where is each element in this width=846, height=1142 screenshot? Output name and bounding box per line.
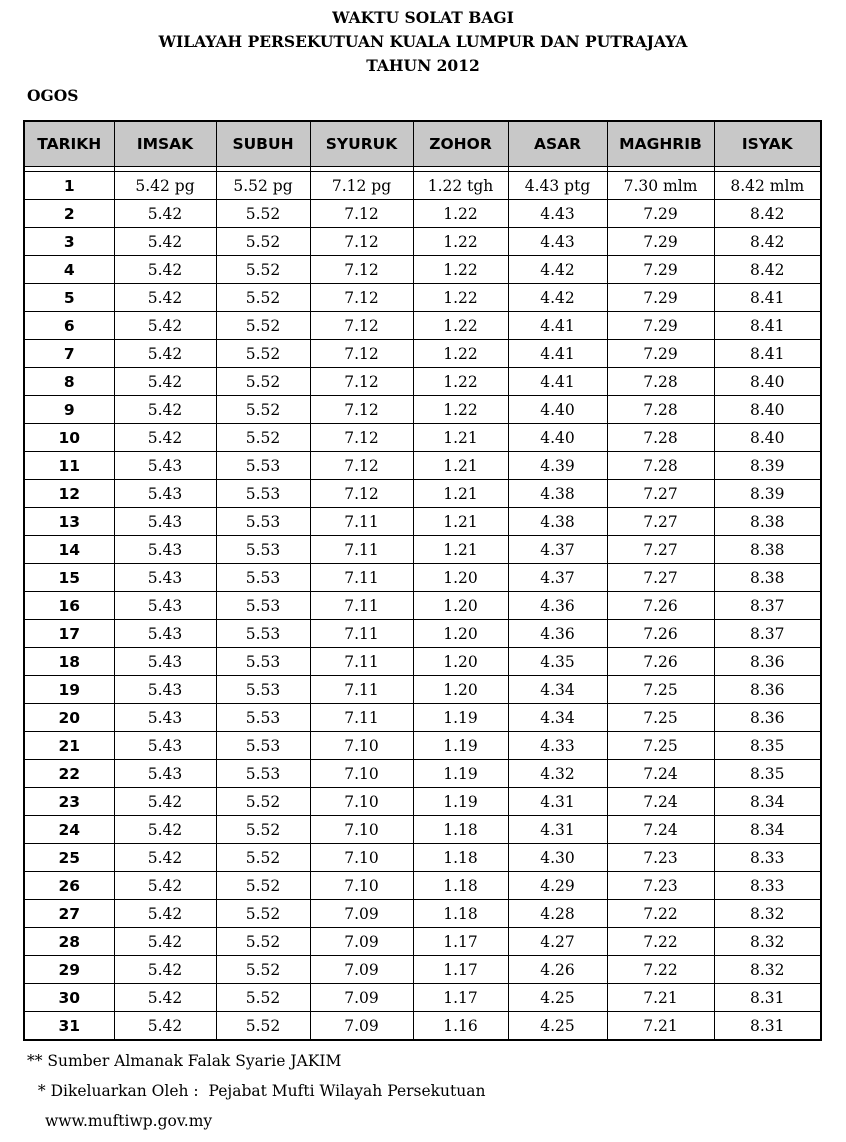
col-header-asar: ASAR [508,121,607,167]
time-cell-maghrib: 7.21 [607,984,714,1012]
time-cell-imsak: 5.42 [114,788,216,816]
table-row [24,564,821,592]
time-cell-isyak: 8.32 [714,928,821,956]
time-cell-subuh: 5.53 [216,704,310,732]
time-cell-isyak: 8.42 mlm [714,172,821,200]
time-cell-isyak: 8.38 [714,508,821,536]
time-cell-syuruk: 7.12 [310,256,413,284]
time-cell-asar: 4.41 [508,312,607,340]
time-cell-zohor: 1.22 [413,228,508,256]
time-cell-isyak: 8.41 [714,312,821,340]
table-row [24,368,821,396]
time-cell-asar: 4.39 [508,452,607,480]
time-cell-maghrib: 7.24 [607,788,714,816]
time-cell-asar: 4.43 ptg [508,172,607,200]
table-row [24,816,821,844]
table-row [24,256,821,284]
time-cell-syuruk: 7.11 [310,676,413,704]
time-cell-maghrib: 7.28 [607,452,714,480]
time-cell-asar: 4.38 [508,508,607,536]
time-cell-maghrib: 7.27 [607,564,714,592]
time-cell-syuruk: 7.10 [310,872,413,900]
date-cell: 11 [24,452,114,480]
time-cell-subuh: 5.53 [216,732,310,760]
time-cell-asar: 4.34 [508,676,607,704]
time-cell-maghrib: 7.29 [607,256,714,284]
time-cell-syuruk: 7.12 pg [310,172,413,200]
time-cell-maghrib: 7.26 [607,620,714,648]
time-cell-maghrib: 7.25 [607,676,714,704]
time-cell-syuruk: 7.11 [310,508,413,536]
time-cell-syuruk: 7.12 [310,396,413,424]
table-row [24,760,821,788]
time-cell-maghrib: 7.23 [607,872,714,900]
time-cell-asar: 4.40 [508,424,607,452]
time-cell-zohor: 1.21 [413,424,508,452]
table-row [24,312,821,340]
time-cell-asar: 4.41 [508,368,607,396]
time-cell-imsak: 5.43 [114,480,216,508]
date-cell: 28 [24,928,114,956]
time-cell-asar: 4.26 [508,956,607,984]
table-row [24,704,821,732]
table-body [24,167,821,1041]
time-cell-zohor: 1.21 [413,508,508,536]
time-cell-maghrib: 7.28 [607,368,714,396]
time-cell-zohor: 1.18 [413,844,508,872]
col-header-zohor: ZOHOR [413,121,508,167]
date-cell: 16 [24,592,114,620]
time-cell-zohor: 1.22 [413,284,508,312]
time-cell-subuh: 5.52 [216,256,310,284]
date-cell: 1 [24,172,114,200]
date-cell: 5 [24,284,114,312]
time-cell-syuruk: 7.10 [310,816,413,844]
time-cell-asar: 4.43 [508,228,607,256]
col-header-maghrib: MAGHRIB [607,121,714,167]
time-cell-zohor: 1.17 [413,928,508,956]
time-cell-zohor: 1.21 [413,480,508,508]
title-line-2: WILAYAH PERSEKUTUAN KUALA LUMPUR DAN PUTRAJAYA [158,32,688,51]
date-cell: 26 [24,872,114,900]
date-cell: 15 [24,564,114,592]
time-cell-asar: 4.32 [508,760,607,788]
time-cell-maghrib: 7.23 [607,844,714,872]
time-cell-subuh: 5.52 [216,788,310,816]
time-cell-asar: 4.25 [508,1012,607,1041]
time-cell-isyak: 8.31 [714,1012,821,1041]
time-cell-isyak: 8.38 [714,564,821,592]
col-header-imsak: IMSAK [114,121,216,167]
time-cell-syuruk: 7.11 [310,704,413,732]
time-cell-maghrib: 7.24 [607,760,714,788]
time-cell-subuh: 5.52 [216,872,310,900]
time-cell-syuruk: 7.12 [310,368,413,396]
date-cell: 19 [24,676,114,704]
time-cell-asar: 4.38 [508,480,607,508]
time-cell-zohor: 1.20 [413,620,508,648]
date-cell: 12 [24,480,114,508]
time-cell-zohor: 1.22 [413,368,508,396]
table-row [24,872,821,900]
time-cell-subuh: 5.53 [216,592,310,620]
col-header-tarikh: TARIKH [24,121,114,167]
time-cell-subuh: 5.53 [216,536,310,564]
table-row [24,620,821,648]
time-cell-asar: 4.36 [508,620,607,648]
prayer-times-table [23,120,822,1041]
table-row [24,396,821,424]
time-cell-imsak: 5.42 [114,844,216,872]
time-cell-maghrib: 7.29 [607,312,714,340]
time-cell-isyak: 8.42 [714,256,821,284]
time-cell-imsak: 5.43 [114,704,216,732]
time-cell-maghrib: 7.21 [607,1012,714,1041]
time-cell-subuh: 5.52 [216,424,310,452]
col-header-syuruk: SYURUK [310,121,413,167]
time-cell-maghrib: 7.29 [607,228,714,256]
time-cell-imsak: 5.43 [114,592,216,620]
table-row [24,592,821,620]
time-cell-maghrib: 7.29 [607,200,714,228]
time-cell-subuh: 5.52 pg [216,172,310,200]
time-cell-zohor: 1.21 [413,536,508,564]
time-cell-maghrib: 7.28 [607,396,714,424]
time-cell-imsak: 5.42 [114,312,216,340]
time-cell-isyak: 8.36 [714,704,821,732]
time-cell-imsak: 5.42 pg [114,172,216,200]
time-cell-syuruk: 7.10 [310,760,413,788]
time-cell-zohor: 1.22 [413,396,508,424]
time-cell-maghrib: 7.27 [607,536,714,564]
time-cell-syuruk: 7.10 [310,788,413,816]
time-cell-asar: 4.27 [508,928,607,956]
date-cell: 14 [24,536,114,564]
time-cell-zohor: 1.21 [413,452,508,480]
time-cell-subuh: 5.53 [216,676,310,704]
time-cell-maghrib: 7.26 [607,592,714,620]
table-row [24,536,821,564]
time-cell-isyak: 8.33 [714,844,821,872]
date-cell: 6 [24,312,114,340]
time-cell-syuruk: 7.09 [310,956,413,984]
date-cell: 21 [24,732,114,760]
time-cell-zohor: 1.18 [413,816,508,844]
time-cell-imsak: 5.42 [114,284,216,312]
table-row [24,900,821,928]
time-cell-asar: 4.37 [508,536,607,564]
time-cell-isyak: 8.39 [714,480,821,508]
time-cell-asar: 4.34 [508,704,607,732]
time-cell-zohor: 1.19 [413,732,508,760]
time-cell-asar: 4.29 [508,872,607,900]
time-cell-imsak: 5.43 [114,452,216,480]
time-cell-syuruk: 7.12 [310,284,413,312]
time-cell-isyak: 8.41 [714,340,821,368]
time-cell-subuh: 5.52 [216,340,310,368]
time-cell-subuh: 5.53 [216,452,310,480]
time-cell-imsak: 5.43 [114,536,216,564]
time-cell-syuruk: 7.11 [310,648,413,676]
time-cell-maghrib: 7.29 [607,284,714,312]
time-cell-maghrib: 7.27 [607,480,714,508]
time-cell-syuruk: 7.11 [310,592,413,620]
website-link[interactable]: www.muftiwp.gov.my [45,1112,213,1130]
time-cell-subuh: 5.53 [216,480,310,508]
time-cell-asar: 4.43 [508,200,607,228]
date-cell: 7 [24,340,114,368]
time-cell-asar: 4.28 [508,900,607,928]
time-cell-imsak: 5.42 [114,816,216,844]
time-cell-subuh: 5.52 [216,312,310,340]
date-cell: 10 [24,424,114,452]
time-cell-asar: 4.41 [508,340,607,368]
time-cell-maghrib: 7.30 mlm [607,172,714,200]
time-cell-maghrib: 7.29 [607,340,714,368]
time-cell-subuh: 5.52 [216,956,310,984]
time-cell-isyak: 8.38 [714,536,821,564]
time-cell-syuruk: 7.11 [310,536,413,564]
time-cell-imsak: 5.42 [114,368,216,396]
time-cell-imsak: 5.42 [114,900,216,928]
table-row [24,844,821,872]
time-cell-maghrib: 7.25 [607,704,714,732]
time-cell-subuh: 5.52 [216,1012,310,1041]
time-cell-syuruk: 7.10 [310,732,413,760]
time-cell-imsak: 5.43 [114,676,216,704]
time-cell-isyak: 8.32 [714,956,821,984]
table-row [24,648,821,676]
title-line-3: TAHUN 2012 [366,56,480,75]
time-cell-subuh: 5.52 [216,928,310,956]
time-cell-imsak: 5.42 [114,984,216,1012]
time-cell-isyak: 8.37 [714,620,821,648]
time-cell-subuh: 5.52 [216,396,310,424]
time-cell-asar: 4.42 [508,284,607,312]
time-cell-imsak: 5.43 [114,760,216,788]
time-cell-isyak: 8.39 [714,452,821,480]
date-cell: 27 [24,900,114,928]
date-cell: 8 [24,368,114,396]
date-cell: 22 [24,760,114,788]
time-cell-syuruk: 7.11 [310,564,413,592]
time-cell-syuruk: 7.10 [310,844,413,872]
time-cell-subuh: 5.52 [216,368,310,396]
time-cell-zohor: 1.20 [413,564,508,592]
date-cell: 3 [24,228,114,256]
date-cell: 23 [24,788,114,816]
time-cell-asar: 4.33 [508,732,607,760]
time-cell-asar: 4.42 [508,256,607,284]
time-cell-asar: 4.35 [508,648,607,676]
time-cell-zohor: 1.19 [413,788,508,816]
date-cell: 24 [24,816,114,844]
time-cell-zohor: 1.22 [413,312,508,340]
date-cell: 2 [24,200,114,228]
table-row [24,1012,821,1041]
time-cell-isyak: 8.35 [714,760,821,788]
table-row [24,508,821,536]
time-cell-zohor: 1.19 [413,704,508,732]
time-cell-imsak: 5.42 [114,424,216,452]
time-cell-syuruk: 7.12 [310,340,413,368]
time-cell-zohor: 1.19 [413,760,508,788]
source-note: ** Sumber Almanak Falak Syarie JAKIM [27,1052,342,1070]
date-cell: 29 [24,956,114,984]
time-cell-zohor: 1.20 [413,592,508,620]
time-cell-subuh: 5.53 [216,620,310,648]
time-cell-maghrib: 7.25 [607,732,714,760]
time-cell-syuruk: 7.09 [310,1012,413,1041]
time-cell-zohor: 1.18 [413,900,508,928]
time-cell-asar: 4.36 [508,592,607,620]
time-cell-imsak: 5.43 [114,564,216,592]
time-cell-syuruk: 7.09 [310,900,413,928]
table-row [24,284,821,312]
time-cell-syuruk: 7.12 [310,424,413,452]
time-cell-imsak: 5.42 [114,340,216,368]
time-cell-isyak: 8.41 [714,284,821,312]
table-header-row [24,121,821,167]
time-cell-subuh: 5.53 [216,508,310,536]
time-cell-subuh: 5.53 [216,648,310,676]
time-cell-syuruk: 7.09 [310,984,413,1012]
date-cell: 30 [24,984,114,1012]
date-cell: 31 [24,1012,114,1041]
time-cell-subuh: 5.53 [216,564,310,592]
table-row [24,676,821,704]
time-cell-maghrib: 7.22 [607,928,714,956]
time-cell-isyak: 8.40 [714,396,821,424]
time-cell-isyak: 8.34 [714,816,821,844]
date-cell: 18 [24,648,114,676]
table-row [24,200,821,228]
time-cell-syuruk: 7.11 [310,620,413,648]
time-cell-subuh: 5.52 [216,200,310,228]
month-label: OGOS [27,86,79,105]
time-cell-isyak: 8.34 [714,788,821,816]
time-cell-subuh: 5.52 [216,816,310,844]
table-row [24,452,821,480]
table-row [24,424,821,452]
time-cell-isyak: 8.36 [714,648,821,676]
time-cell-syuruk: 7.12 [310,480,413,508]
time-cell-imsak: 5.43 [114,648,216,676]
time-cell-subuh: 5.52 [216,984,310,1012]
time-cell-syuruk: 7.12 [310,452,413,480]
time-cell-asar: 4.31 [508,788,607,816]
time-cell-imsak: 5.42 [114,200,216,228]
col-header-isyak: ISYAK [714,121,821,167]
time-cell-zohor: 1.20 [413,648,508,676]
time-cell-imsak: 5.42 [114,396,216,424]
time-cell-syuruk: 7.09 [310,928,413,956]
time-cell-zohor: 1.16 [413,1012,508,1041]
table-row [24,984,821,1012]
date-cell: 20 [24,704,114,732]
time-cell-zohor: 1.22 [413,256,508,284]
time-cell-subuh: 5.52 [216,900,310,928]
time-cell-syuruk: 7.12 [310,200,413,228]
time-cell-subuh: 5.52 [216,284,310,312]
date-cell: 25 [24,844,114,872]
time-cell-isyak: 8.40 [714,368,821,396]
time-cell-asar: 4.31 [508,816,607,844]
time-cell-imsak: 5.43 [114,620,216,648]
time-cell-zohor: 1.20 [413,676,508,704]
time-cell-subuh: 5.52 [216,844,310,872]
date-cell: 13 [24,508,114,536]
time-cell-syuruk: 7.12 [310,312,413,340]
time-cell-maghrib: 7.27 [607,508,714,536]
table-row [24,340,821,368]
time-cell-syuruk: 7.12 [310,228,413,256]
table-row [24,788,821,816]
time-cell-imsak: 5.43 [114,508,216,536]
date-cell: 17 [24,620,114,648]
title-line-1: WAKTU SOLAT BAGI [332,8,514,27]
time-cell-imsak: 5.42 [114,228,216,256]
table-row [24,956,821,984]
time-cell-isyak: 8.42 [714,200,821,228]
time-cell-asar: 4.25 [508,984,607,1012]
table-row [24,172,821,200]
time-cell-zohor: 1.17 [413,984,508,1012]
table-row [24,928,821,956]
table-row [24,732,821,760]
time-cell-zohor: 1.22 [413,200,508,228]
table-row [24,228,821,256]
time-cell-isyak: 8.33 [714,872,821,900]
time-cell-maghrib: 7.22 [607,900,714,928]
time-cell-imsak: 5.42 [114,872,216,900]
time-cell-isyak: 8.32 [714,900,821,928]
time-cell-maghrib: 7.24 [607,816,714,844]
time-cell-asar: 4.30 [508,844,607,872]
time-cell-zohor: 1.22 tgh [413,172,508,200]
time-cell-subuh: 5.53 [216,760,310,788]
time-cell-zohor: 1.17 [413,956,508,984]
time-cell-isyak: 8.37 [714,592,821,620]
time-cell-maghrib: 7.22 [607,956,714,984]
time-cell-zohor: 1.18 [413,872,508,900]
time-cell-maghrib: 7.26 [607,648,714,676]
table-row [24,480,821,508]
time-cell-isyak: 8.31 [714,984,821,1012]
time-cell-imsak: 5.42 [114,256,216,284]
time-cell-isyak: 8.42 [714,228,821,256]
time-cell-imsak: 5.42 [114,1012,216,1041]
time-cell-isyak: 8.35 [714,732,821,760]
col-header-subuh: SUBUH [216,121,310,167]
issued-by-note: * Dikeluarkan Oleh : Pejabat Mufti Wilayah Persekutuan [33,1082,486,1100]
time-cell-imsak: 5.42 [114,956,216,984]
time-cell-zohor: 1.22 [413,340,508,368]
time-cell-imsak: 5.42 [114,928,216,956]
date-cell: 9 [24,396,114,424]
time-cell-maghrib: 7.28 [607,424,714,452]
time-cell-imsak: 5.43 [114,732,216,760]
time-cell-isyak: 8.36 [714,676,821,704]
time-cell-asar: 4.37 [508,564,607,592]
date-cell: 4 [24,256,114,284]
time-cell-asar: 4.40 [508,396,607,424]
time-cell-subuh: 5.52 [216,228,310,256]
time-cell-isyak: 8.40 [714,424,821,452]
